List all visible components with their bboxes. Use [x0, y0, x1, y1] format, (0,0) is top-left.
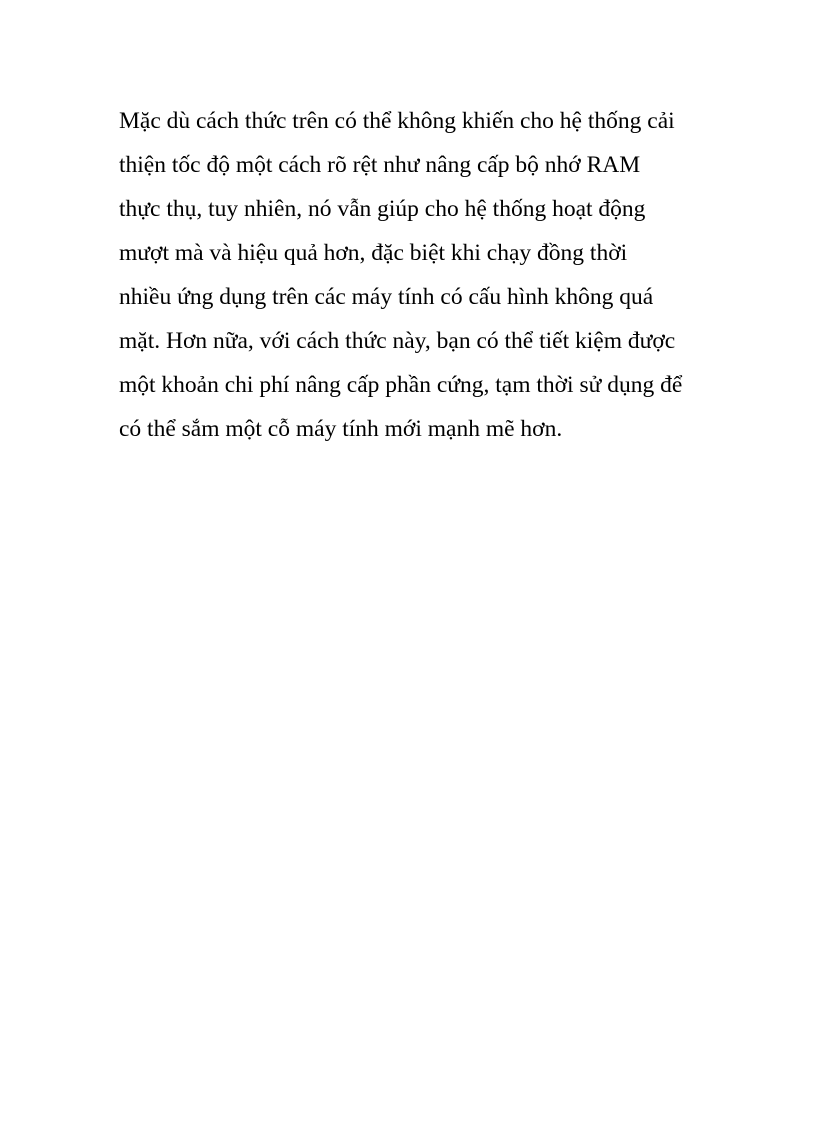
- paragraph-line: mặt. Hơn nữa, với cách thức này, bạn có thể tiết kiệm được: [119, 328, 676, 354]
- paragraph-line: có thể sắm một cỗ máy tính mới mạnh mẽ hơn.: [119, 416, 563, 442]
- body-paragraph: [119, 99, 719, 451]
- paragraph-line: mượt mà và hiệu quả hơn, đặc biệt khi chạy đồng thời: [119, 240, 628, 266]
- paragraph-line: Mặc dù cách thức trên có thể không khiến cho hệ thống cải: [119, 108, 675, 134]
- paragraph-line: nhiều ứng dụng trên các máy tính có cấu hình không quá: [119, 284, 654, 310]
- paragraph-line: một khoản chi phí nâng cấp phần cứng, tạm thời sử dụng để: [119, 372, 683, 398]
- paragraph-line: thực thụ, tuy nhiên, nó vẫn giúp cho hệ thống hoạt động: [119, 196, 646, 222]
- paragraph-line: thiện tốc độ một cách rõ rệt như nâng cấp bộ nhớ RAM: [119, 152, 641, 178]
